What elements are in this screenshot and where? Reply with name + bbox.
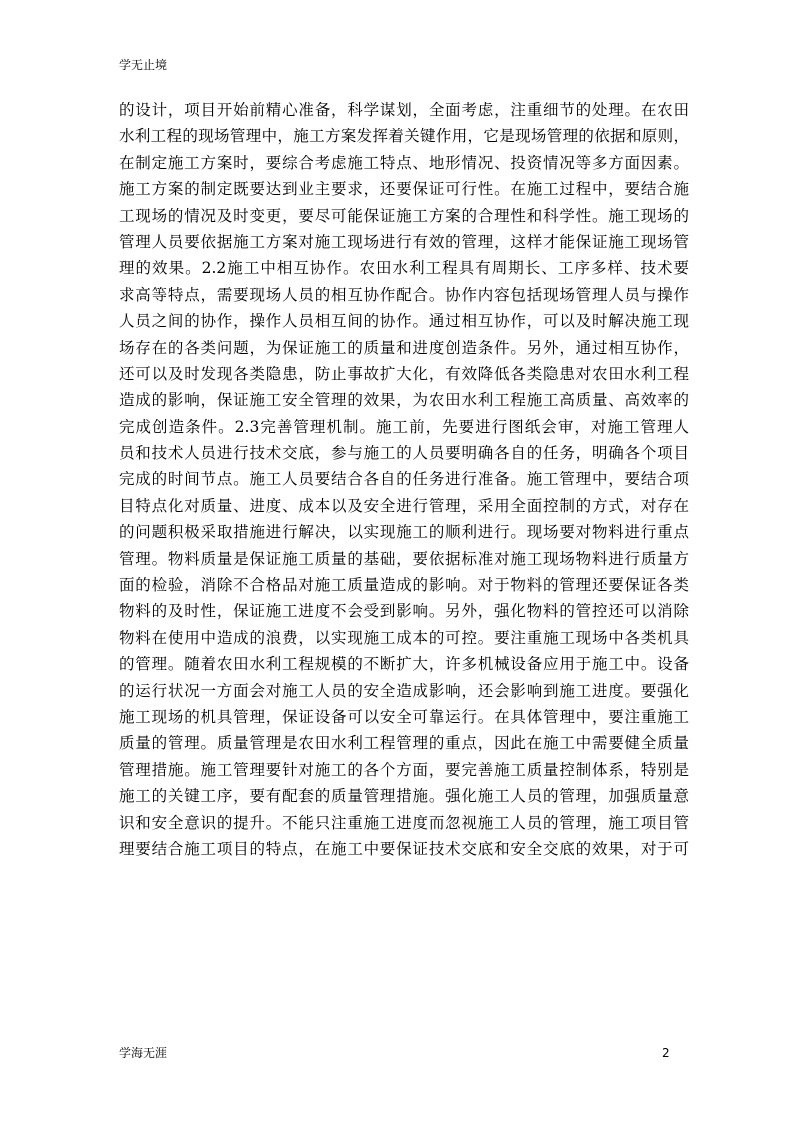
text-line: 管理措施。施工管理要针对施工的各个方面，要完善施工质量控制体系，特别是 bbox=[119, 760, 689, 779]
text-line: 的运行状况一方面会对施工人员的安全造成影响，还会影响到施工进度。要强化 bbox=[119, 681, 689, 700]
text-line: 目特点化对质量、进度、成本以及安全进行管理，采用全面控制的方式，对存在 bbox=[119, 496, 689, 515]
text-line: 造成的影响，保证施工安全管理的效果，为农田水利工程施工高质量、高效率的 bbox=[119, 391, 689, 410]
text-line: 管理人员要依据施工方案对施工现场进行有效的管理，这样才能保证施工现场管 bbox=[119, 232, 689, 251]
text-line: 管理。物料质量是保证施工质量的基础，要依据标准对施工现场物料进行质量方 bbox=[119, 549, 689, 568]
page-header: 学无止境 bbox=[119, 58, 168, 72]
text-line: 还可以及时发现各类隐患，防止事故扩大化，有效降低各类隐患对农田水利工程 bbox=[119, 364, 689, 383]
text-line: 识和安全意识的提升。不能只注重施工进度而忽视施工人员的管理，施工项目管 bbox=[119, 813, 689, 832]
text-line: 场存在的各类问题，为保证施工的质量和进度创造条件。另外，通过相互协作， bbox=[119, 338, 689, 357]
text-line: 完成的时间节点。施工人员要结合各自的任务进行准备。施工管理中，要结合项 bbox=[119, 470, 689, 489]
text-line: 物料在使用中造成的浪费，以实现施工成本的可控。要注重施工现场中各类机具 bbox=[119, 628, 689, 647]
text-line: 的设计，项目开始前精心准备，科学谋划，全面考虑，注重细节的处理。在农田 bbox=[119, 101, 689, 119]
text-line: 员和技术人员进行技术交底，参与施工的人员要明确各自的任务，明确各个项目 bbox=[119, 444, 689, 463]
page-number: 2 bbox=[662, 1046, 670, 1060]
text-line: 物料的及时性，保证施工进度不会受到影响。另外，强化物料的管控还可以消除 bbox=[119, 602, 689, 621]
text-line: 的问题积极采取措施进行解决，以实现施工的顺利进行。现场要对物料进行重点 bbox=[119, 523, 689, 542]
text-line: 质量的管理。质量管理是农田水利工程管理的重点，因此在施工中需要健全质量 bbox=[119, 734, 689, 753]
text-line: 施工现场的机具管理，保证设备可以安全可靠运行。在具体管理中，要注重施工 bbox=[119, 707, 689, 726]
body-text bbox=[119, 97, 689, 862]
text-line: 理的效果。2.2施工中相互协作。农田水利工程具有周期长、工序多样、技术要 bbox=[119, 259, 689, 278]
text-line: 水利工程的现场管理中，施工方案发挥着关键作用，它是现场管理的依据和原则， bbox=[119, 127, 689, 146]
text-line: 在制定施工方案时，要综合考虑施工特点、地形情况、投资情况等多方面因素。 bbox=[119, 153, 689, 172]
text-line: 面的检验，消除不合格品对施工质量造成的影响。对于物料的管理还要保证各类 bbox=[119, 576, 689, 595]
text-line: 工现场的情况及时变更，要尽可能保证施工方案的合理性和科学性。施工现场的 bbox=[119, 206, 689, 225]
text-line: 求高等特点，需要现场人员的相互协作配合。协作内容包括现场管理人员与操作 bbox=[119, 285, 689, 304]
text-line: 人员之间的协作，操作人员相互间的协作。通过相互协作，可以及时解决施工现 bbox=[119, 312, 689, 331]
text-line: 施工方案的制定既要达到业主要求，还要保证可行性。在施工过程中，要结合施 bbox=[119, 180, 689, 199]
page-footer-left: 学海无涯 bbox=[119, 1046, 168, 1060]
text-line: 施工的关键工序，要有配套的质量管理措施。强化施工人员的管理，加强质量意 bbox=[119, 787, 689, 806]
text-line: 完成创造条件。2.3完善管理机制。施工前，先要进行图纸会审，对施工管理人 bbox=[119, 417, 689, 436]
text-line: 理要结合施工项目的特点，在施工中要保证技术交底和安全交底的效果，对于可 bbox=[119, 839, 689, 858]
text-line: 的管理。随着农田水利工程规模的不断扩大，许多机械设备应用于施工中。设备 bbox=[119, 655, 689, 674]
